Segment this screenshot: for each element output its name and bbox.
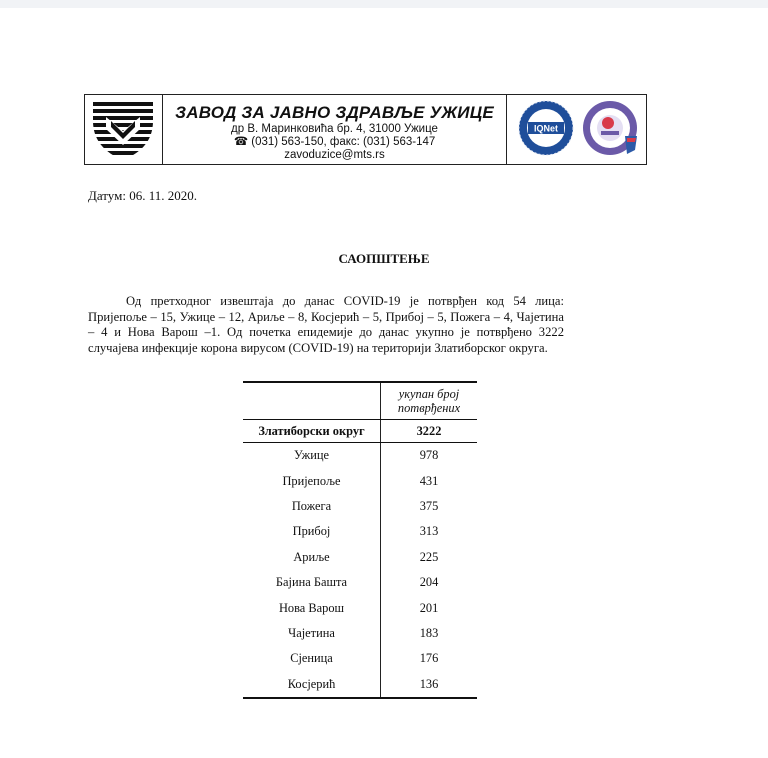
municipality-name: Пожега: [243, 494, 381, 519]
municipality-value: 375: [419, 498, 439, 513]
municipality-value: 183: [419, 625, 439, 640]
window-top-strip: [0, 0, 768, 8]
municipality-value: 978: [419, 448, 439, 463]
total-value: 3222: [381, 420, 478, 443]
municipality-value: 431: [419, 473, 439, 488]
table-row: [243, 595, 477, 620]
certification-badges: [507, 95, 646, 164]
iqnet-certificate-icon: [517, 99, 575, 157]
municipality-name: Сјеница: [243, 646, 381, 671]
municipality-name: Нова Варош: [243, 595, 381, 620]
municipality-name: Чајетина: [243, 621, 381, 646]
institute-address: др В. Маринковића бр. 4, 31000 Ужице: [231, 123, 438, 135]
announcement-paragraph: Од претходног извештаја до данас COVID-19 је потврђен код 54 лица: Пријепоље – 15, Ужице – 12, Ариље – 8, Косјерић – 5, Прибој – 5, Пожега – 4, Чајетина – 4 и Нова Варош –1. Од почетка епидемије до данас укупно је потврђено 3222 случајева инфекције корона вирусом (COVID-19) на територији Златиборског округа.: [88, 294, 564, 355]
total-name: Златиборски округ: [243, 420, 381, 443]
iqnet-label: IQNet: [533, 123, 559, 134]
table-row: [243, 672, 477, 698]
table-total-row: [243, 420, 477, 443]
municipality-name: Бајина Башта: [243, 570, 381, 595]
letterhead-text: [163, 95, 507, 164]
municipality-value: 136: [381, 672, 478, 698]
municipality-value: 204: [419, 575, 439, 590]
table-row: [243, 443, 477, 469]
table-header-row: [243, 382, 477, 420]
quality-management-seal-icon: [581, 98, 641, 158]
municipality-name: Пријепоље: [243, 468, 381, 493]
institute-logo: [85, 95, 163, 164]
table-row: [243, 519, 477, 544]
institute-email: zavoduzice@mts.rs: [284, 149, 385, 161]
document-heading: САОПШТЕЊЕ: [338, 251, 430, 266]
institute-logo-icon: [90, 99, 156, 161]
municipality-name: Косјерић: [243, 672, 381, 698]
municipality-value: 201: [419, 600, 439, 615]
table-header-confirmed: укупан број потврђених: [381, 382, 478, 420]
document-date: Датум: 06. 11. 2020.: [88, 188, 197, 203]
institute-name: ЗАВОД ЗА ЈАВНО ЗДРАВЉЕ УЖИЦЕ: [175, 103, 494, 122]
municipality-value: 313: [419, 524, 439, 539]
cases-table: [243, 381, 477, 699]
table-row: [243, 646, 477, 671]
municipality-value: 176: [419, 651, 439, 666]
municipality-value: 225: [419, 549, 439, 564]
table-row: [243, 570, 477, 595]
table-row: [243, 468, 477, 493]
municipality-name: Ариље: [243, 545, 381, 570]
table-row: [243, 545, 477, 570]
table-header-empty: [243, 382, 381, 420]
municipality-name: Ужице: [243, 443, 381, 469]
table-row: [243, 621, 477, 646]
institute-phone: ☎ (031) 563-150, факс: (031) 563-147: [233, 136, 436, 148]
table-row: [243, 494, 477, 519]
letterhead: [84, 94, 647, 165]
municipality-name: Прибој: [243, 519, 381, 544]
